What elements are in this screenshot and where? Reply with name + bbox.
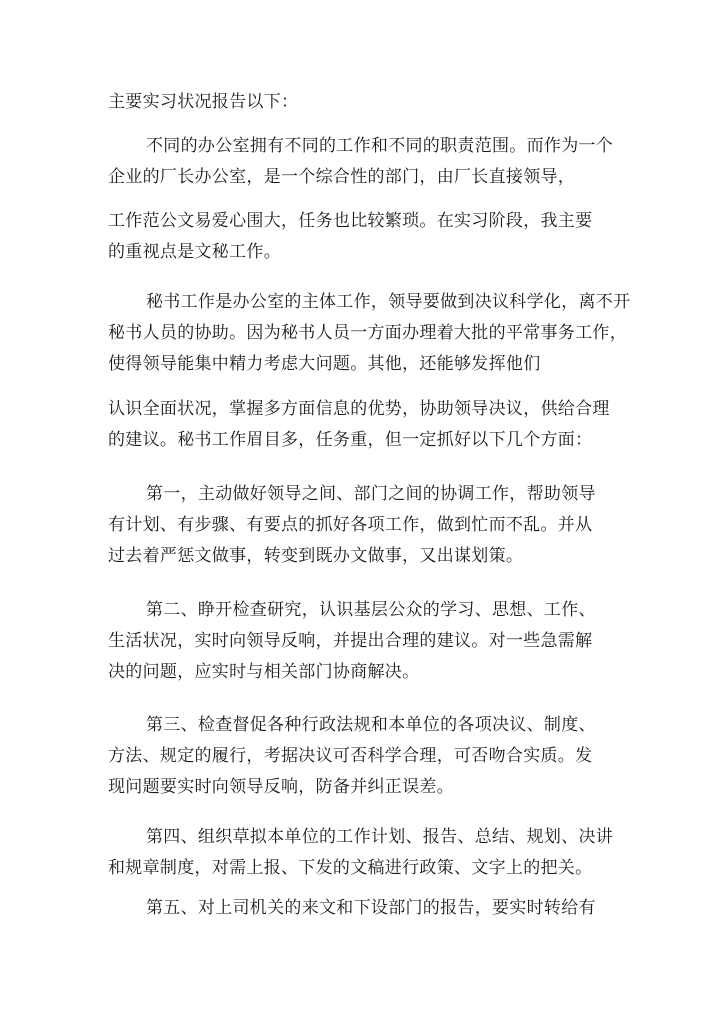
text-line: 第四、组织草拟本单位的工作计划、报告、总结、规划、决讲 <box>146 827 614 847</box>
text-line: 秘书工作是办公室的主体工作，领导要做到决议科学化，离不开 <box>146 292 631 312</box>
text-line: 方法、规定的履行，考据决议可否科学合理，可否吻合实质。发 <box>108 746 593 766</box>
text-line: 第五、对上司机关的来文和下设部门的报告，要实时转给有 <box>146 898 596 918</box>
text-line: 第一，主动做好领导之间、部门之间的协调工作，帮助领导 <box>146 484 596 504</box>
text-line: 和规章制度，对需上报、下发的文稿进行政策、文字上的把关。 <box>108 858 593 878</box>
text-line: 过去着严惩文做事，转变到既办文做事，又出谋划策。 <box>108 546 524 566</box>
text-line: 不同的办公室拥有不同的工作和不同的职责范围。而作为一个 <box>146 136 614 156</box>
text-line: 主要实习状况报告以下： <box>108 92 299 112</box>
text-line: 秘书人员的协助。因为秘书人员一方面办理着大批的平常事务工作， <box>108 323 627 343</box>
text-line: 现问题要实时向领导反响，防备并纠正误差。 <box>108 777 454 797</box>
text-line: 第三、检查督促各种行政法规和本单位的各项决议、制度、 <box>146 715 596 735</box>
text-line: 工作范公文易爱心围大，任务也比较繁琐。在实习阶段，我主要 <box>108 211 593 231</box>
text-line: 的建议。秘书工作眉目多，任务重，但一定抓好以下几个方面： <box>108 430 593 450</box>
text-line: 企业的厂长办公室，是一个综合性的部门，由厂长直接领导， <box>108 167 576 187</box>
text-line: 的重视点是文秘工作。 <box>108 242 281 262</box>
text-line: 决的问题，应实时与相关部门协商解决。 <box>108 662 420 682</box>
text-line: 生活状况，实时向领导反响，并提出合理的建议。对一些急需解 <box>108 631 593 651</box>
text-line: 使得领导能集中精力考虑大问题。其他，还能够发挥他们 <box>108 354 541 374</box>
text-line: 有计划、有步骤、有要点的抓好各项工作，做到忙而不乱。并从 <box>108 515 593 535</box>
text-line: 认识全面状况，掌握多方面信息的优势，协助领导决议，供给合理 <box>108 399 610 419</box>
text-line: 第二、睁开检查研究，认识基层公众的学习、思想、工作、 <box>146 600 596 620</box>
